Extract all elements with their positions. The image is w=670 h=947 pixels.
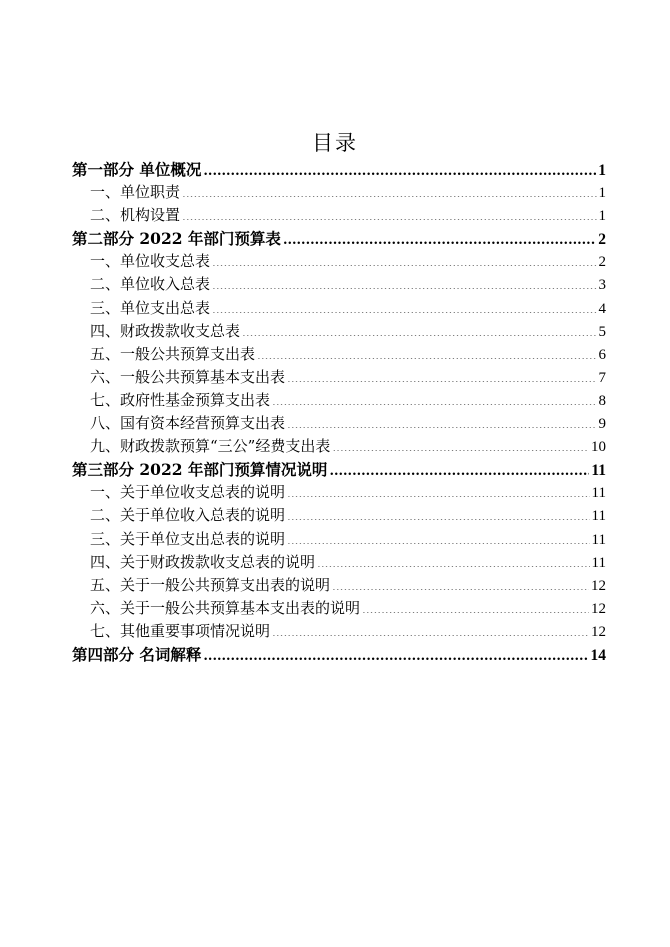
- dot-leader: [257, 344, 596, 359]
- toc-entry-label: 六、关于一般公共预算基本支出表的说明: [90, 598, 361, 617]
- dot-leader: [182, 205, 596, 220]
- dot-leader: [332, 436, 589, 451]
- dot-leader: [203, 644, 588, 660]
- toc-entry-part-2[interactable]: [72, 227, 606, 250]
- toc-page-number: 10: [591, 439, 606, 456]
- toc-entry[interactable]: [72, 297, 606, 320]
- toc-entry[interactable]: [72, 504, 606, 527]
- toc-page-number: 9: [598, 416, 606, 433]
- toc-page-number: 1: [598, 185, 606, 202]
- toc-entry-label: 二、关于单位收入总表的说明: [90, 506, 286, 525]
- dot-leader: [212, 274, 596, 289]
- toc-page-number: 4: [598, 300, 606, 317]
- toc-entry-label: 第二部分 2022 年部门预算表: [72, 229, 281, 249]
- toc-page-number: 5: [598, 323, 606, 340]
- toc-page-number: 1: [598, 162, 606, 179]
- dot-leader: [287, 529, 590, 544]
- dot-leader: [287, 413, 596, 428]
- toc-page-number: 12: [591, 600, 606, 617]
- toc-page-number: 1: [598, 208, 606, 225]
- dot-leader: [317, 552, 590, 567]
- table-of-contents: [72, 158, 606, 666]
- toc-entry-label: 四、关于财政拨款收支总表的说明: [90, 552, 316, 571]
- toc-entry-label: 二、机构设置: [90, 206, 181, 225]
- toc-page-number: 11: [591, 554, 606, 571]
- toc-entry-label: 五、一般公共预算支出表: [90, 344, 256, 363]
- toc-page-number: 12: [591, 623, 606, 640]
- toc-page-number: 3: [598, 277, 606, 294]
- dot-leader: [362, 598, 589, 613]
- toc-entry-label: 第四部分 名词解释: [72, 644, 202, 664]
- toc-entry[interactable]: [72, 597, 606, 620]
- dot-leader: [329, 460, 589, 476]
- toc-page-number: 12: [591, 577, 606, 594]
- toc-entry[interactable]: [72, 551, 606, 574]
- dot-leader: [287, 482, 590, 497]
- toc-entry[interactable]: [72, 250, 606, 273]
- toc-entry-label: 七、其他重要事项情况说明: [90, 621, 271, 640]
- toc-entry[interactable]: [72, 481, 606, 504]
- toc-page-number: 2: [598, 254, 606, 271]
- dot-leader: [283, 229, 596, 245]
- toc-page-number: 2: [598, 231, 606, 249]
- toc-entry-label: 三、关于单位支出总表的说明: [90, 529, 286, 548]
- toc-page-number: 6: [598, 346, 606, 363]
- toc-entry[interactable]: [72, 435, 606, 458]
- toc-page-number: 7: [598, 369, 606, 386]
- toc-page-number: 11: [591, 462, 606, 480]
- toc-entry[interactable]: [72, 343, 606, 366]
- toc-entry[interactable]: [72, 204, 606, 227]
- toc-entry-label: 五、关于一般公共预算支出表的说明: [90, 575, 331, 594]
- toc-entry-part-4[interactable]: [72, 643, 606, 666]
- dot-leader: [212, 298, 596, 313]
- toc-entry-label: 七、政府性基金预算支出表: [90, 390, 271, 409]
- toc-page-number: 11: [591, 508, 606, 525]
- toc-entry-label: 一、单位收支总表: [90, 252, 211, 271]
- toc-entry-label: 第一部分 单位概况: [72, 160, 202, 179]
- dot-leader: [182, 182, 596, 197]
- toc-entry-label: 一、关于单位收支总表的说明: [90, 483, 286, 502]
- toc-entry-label: 一、单位职责: [90, 183, 181, 202]
- toc-entry[interactable]: [72, 412, 606, 435]
- toc-entry[interactable]: [72, 273, 606, 296]
- toc-entry-label: 第三部分 2022 年部门预算情况说明: [72, 460, 328, 480]
- toc-entry[interactable]: [72, 320, 606, 343]
- toc-entry[interactable]: [72, 366, 606, 389]
- toc-entry-label: 六、一般公共预算基本支出表: [90, 367, 286, 386]
- toc-title: 目录: [312, 131, 358, 155]
- toc-entry-label: 九、财政拨款预算“三公”经费支出表: [90, 437, 331, 456]
- dot-leader: [287, 367, 596, 382]
- dot-leader: [242, 321, 596, 336]
- toc-page-number: 11: [591, 531, 606, 548]
- toc-entry[interactable]: [72, 181, 606, 204]
- toc-entry-label: 二、单位收入总表: [90, 275, 211, 294]
- dot-leader: [272, 621, 589, 636]
- dot-leader: [287, 505, 590, 520]
- toc-entry-label: 八、国有资本经营预算支出表: [90, 414, 286, 433]
- toc-entry-part-1[interactable]: [72, 158, 606, 181]
- toc-page-number: 11: [591, 485, 606, 502]
- toc-entry[interactable]: [72, 528, 606, 551]
- toc-entry-label: 四、财政拨款收支总表: [90, 321, 241, 340]
- dot-leader: [272, 390, 596, 405]
- dot-leader: [332, 575, 589, 590]
- dot-leader: [212, 251, 596, 266]
- toc-entry[interactable]: [72, 389, 606, 412]
- dot-leader: [203, 160, 596, 176]
- toc-entry-label: 三、单位支出总表: [90, 298, 211, 317]
- toc-entry-part-3[interactable]: [72, 458, 606, 481]
- toc-page-number: 14: [590, 646, 606, 664]
- toc-entry[interactable]: [72, 620, 606, 643]
- toc-page-number: 8: [598, 392, 606, 409]
- toc-entry[interactable]: [72, 574, 606, 597]
